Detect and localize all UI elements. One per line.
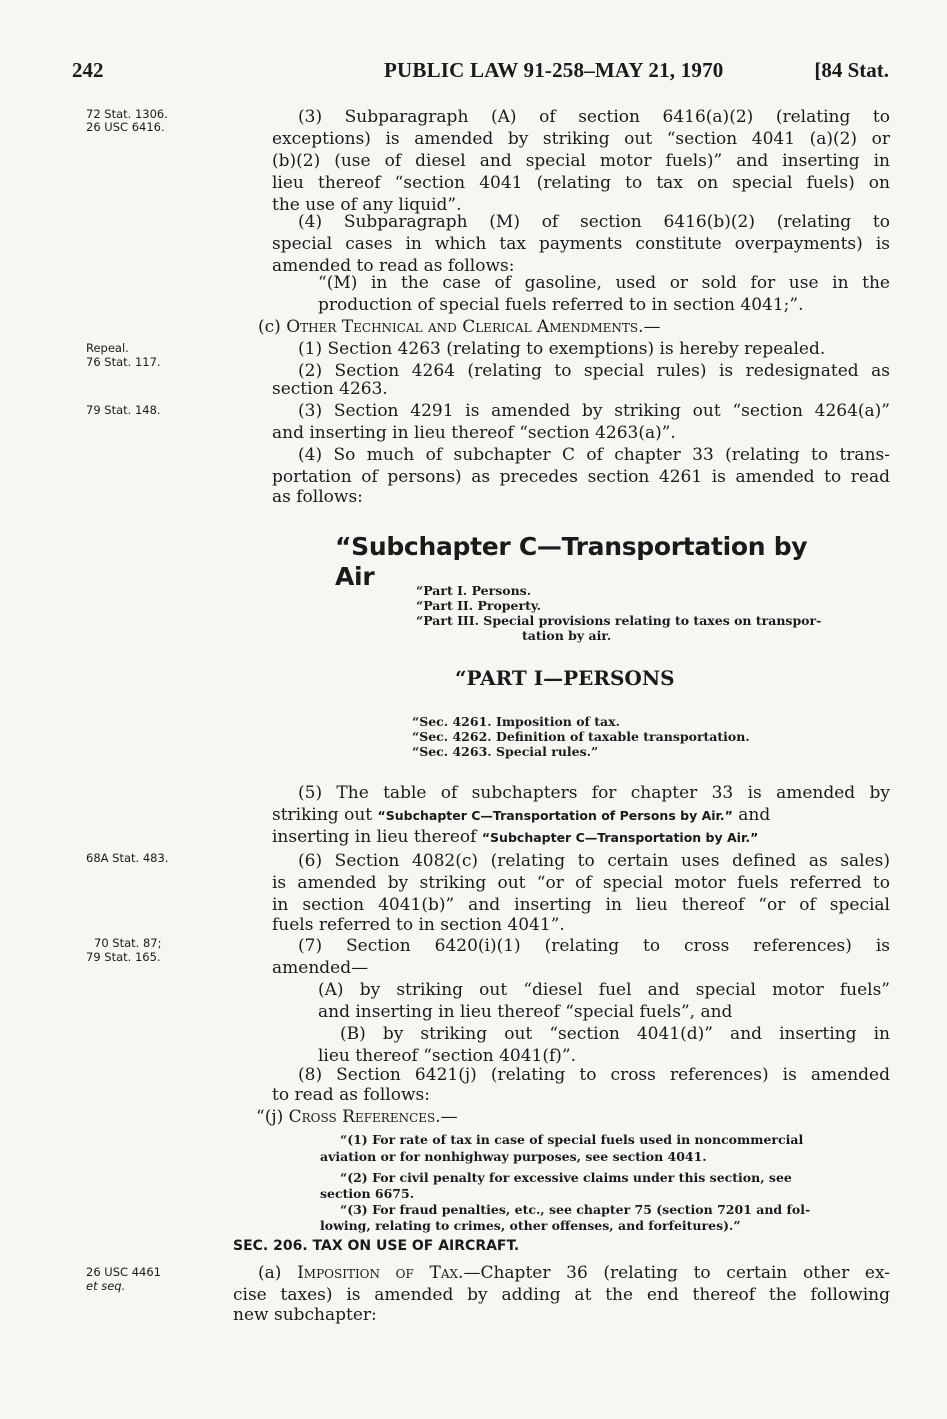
text-line: (A) by striking out “diesel fuel and special motor fuels”: [318, 980, 890, 1000]
text-line: lieu thereof “section 4041(f)”.: [318, 1046, 577, 1066]
toc-entry: “Part III. Special provisions relating to taxes on transpor-: [416, 613, 822, 628]
text-line: (B) by striking out “section 4041(d)” and inserting in: [340, 1024, 890, 1044]
text-line: special cases in which tax payments constitute overpayments) is: [272, 234, 890, 254]
text-line: amended—: [272, 958, 369, 978]
margin-note: et seq.: [86, 1279, 126, 1293]
text-line: (3) Section 4291 is amended by striking out “section 4264(a)”: [298, 401, 890, 421]
text-line: (1) Section 4263 (relating to exemptions) is hereby repealed.: [298, 339, 826, 359]
toc-entry: “Sec. 4263. Special rules.”: [412, 744, 599, 759]
text-line: (5) The table of subchapters for chapter 33 is amended by: [298, 783, 890, 803]
statute-volume: [84 Stat.: [814, 58, 889, 82]
toc-entry: “Sec. 4262. Definition of taxable transportation.: [412, 729, 750, 744]
running-header: [72, 58, 889, 86]
text-line: (2) Section 4264 (relating to special rules) is redesignated as: [298, 361, 890, 381]
text-line: cise taxes) is amended by adding at the end thereof the following: [233, 1285, 890, 1305]
text-line: in section 4041(b)” and inserting in lieu thereof “or of special: [272, 895, 890, 915]
text-line: portation of persons) as precedes section 4261 is amended to read: [272, 467, 890, 487]
margin-note: Repeal.: [86, 341, 129, 355]
text-line: lieu thereof “section 4041 (relating to tax on special fuels) on: [272, 173, 890, 193]
page-number: 242: [72, 58, 104, 82]
text-line: “(M) in the case of gasoline, used or sold for use in the: [318, 273, 890, 293]
margin-note: 79 Stat. 165.: [86, 950, 161, 964]
toc-entry: “Part II. Property.: [416, 598, 542, 613]
text-line: as follows:: [272, 487, 363, 507]
text-line: (4) So much of subchapter C of chapter 33 (relating to trans-: [298, 445, 890, 465]
text-line: and inserting in lieu thereof “special fuels”, and: [318, 1002, 733, 1022]
cross-reference: lowing, relating to crimes, other offenses, and forfeitures).”: [320, 1218, 741, 1233]
toc-entry: “Part I. Persons.: [416, 583, 532, 598]
cross-reference: aviation or for nonhighway purposes, see section 4041.: [320, 1149, 707, 1164]
margin-note: 72 Stat. 1306.: [86, 107, 168, 121]
subsection-heading: “(j) Cross References.—: [256, 1107, 458, 1127]
text-line: (8) Section 6421(j) (relating to cross references) is amended: [298, 1065, 890, 1085]
text-line: production of special fuels referred to in section 4041;”.: [318, 295, 804, 315]
page-title: PUBLIC LAW 91-258–MAY 21, 1970: [384, 58, 724, 82]
text-line: striking out “Subchapter C—Transportation of Persons by Air.” and: [272, 805, 771, 825]
text-line: (3) Subparagraph (A) of section 6416(a)(2) (relating to: [298, 107, 890, 127]
text-line: and inserting in lieu thereof “section 4263(a)”.: [272, 423, 676, 443]
text-line: (a) Imposition of Tax.—Chapter 36 (relating to certain other ex-: [258, 1263, 890, 1283]
toc-entry: tation by air.: [522, 628, 612, 643]
toc-entry: “Sec. 4261. Imposition of tax.: [412, 714, 620, 729]
cross-reference: “(2) For civil penalty for excessive claims under this section, see: [340, 1170, 792, 1185]
margin-note: 26 USC 6416.: [86, 120, 165, 134]
text-line: to read as follows:: [272, 1085, 430, 1105]
text-line: exceptions) is amended by striking out “section 4041 (a)(2) or: [272, 129, 890, 149]
cross-reference: “(3) For fraud penalties, etc., see chapter 75 (section 7201 and fol-: [340, 1202, 811, 1217]
part-heading: “PART I—PERSONS: [455, 666, 675, 690]
section-heading: SEC. 206. TAX ON USE OF AIRCRAFT.: [233, 1238, 520, 1254]
text-line: new subchapter:: [233, 1305, 377, 1325]
text-line: section 4263.: [272, 379, 388, 399]
subchapter-heading: “Subchapter C—Transportation by Air: [335, 532, 808, 591]
subsection-heading: (c) Other Technical and Clerical Amendments.—: [258, 317, 661, 337]
text-line: (4) Subparagraph (M) of section 6416(b)(2) (relating to: [298, 212, 890, 232]
margin-note: 26 USC 4461: [86, 1265, 161, 1279]
margin-note: 76 Stat. 117.: [86, 355, 161, 369]
text-line: amended to read as follows:: [272, 256, 515, 276]
text-line: the use of any liquid”.: [272, 195, 462, 215]
margin-note: 70 Stat. 87;: [94, 936, 162, 950]
margin-note: 79 Stat. 148.: [86, 403, 161, 417]
text-line: (7) Section 6420(i)(1) (relating to cross references) is: [298, 936, 890, 956]
cross-reference: “(1) For rate of tax in case of special fuels used in noncommercial: [340, 1132, 804, 1147]
text-line: fuels referred to in section 4041”.: [272, 915, 565, 935]
cross-reference: section 6675.: [320, 1186, 415, 1201]
text-line: is amended by striking out “or of special motor fuels referred to: [272, 873, 890, 893]
margin-note: 68A Stat. 483.: [86, 851, 169, 865]
text-line: inserting in lieu thereof “Subchapter C—Transportation by Air.”: [272, 827, 759, 847]
text-line: (6) Section 4082(c) (relating to certain uses defined as sales): [298, 851, 890, 871]
text-line: (b)(2) (use of diesel and special motor fuels)” and inserting in: [272, 151, 890, 171]
